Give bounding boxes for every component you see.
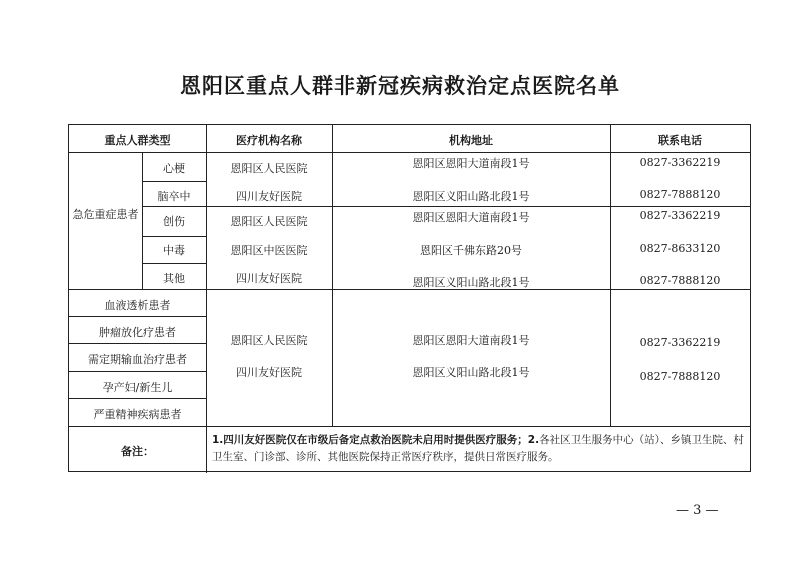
hospital-address: 恩阳区义阳山路北段1号 xyxy=(412,276,530,289)
other-group-label: 肿瘤放化疗患者 xyxy=(99,326,176,339)
hospital-address: 恩阳区恩阳大道南段1号 xyxy=(412,334,530,347)
hospital-name: 恩阳区人民医院 xyxy=(230,334,308,347)
hospital-name: 四川友好医院 xyxy=(236,190,302,203)
other-group-label: 严重精神疾病患者 xyxy=(93,408,182,421)
hospital-name: 四川友好医院 xyxy=(236,272,302,285)
hospital-name: 恩阳区中医医院 xyxy=(230,244,308,257)
contact-phone: 0827-3362219 xyxy=(639,209,721,222)
sub-type-row: 心梗 xyxy=(163,162,185,175)
hospital-address: 恩阳区义阳山路北段1号 xyxy=(412,366,530,379)
hospital-address: 恩阳区恩阳大道南段1号 xyxy=(412,211,530,224)
hospital-name: 恩阳区人民医院 xyxy=(230,162,308,175)
remarks-label: 备注： xyxy=(121,445,154,458)
header-phone: 联系电话 xyxy=(658,134,702,147)
page-title: 恩阳区重点人群非新冠疾病救治定点医院名单 xyxy=(180,74,620,98)
contact-phone: 0827-7888120 xyxy=(639,370,721,383)
sub-type-row: 脑卒中 xyxy=(157,190,191,203)
sub-type-row: 创伤 xyxy=(163,215,185,228)
contact-phone: 0827-8633120 xyxy=(639,242,721,255)
sub-type-row: 中毒 xyxy=(163,244,185,257)
remarks-number: 2. xyxy=(527,434,540,446)
other-group-label: 需定期输血治疗患者 xyxy=(88,353,187,366)
header-hospital: 医疗机构名称 xyxy=(236,134,302,147)
header-category: 重点人群类型 xyxy=(104,134,171,147)
header-address: 机构地址 xyxy=(449,134,493,147)
hospital-address: 恩阳区恩阳大道南段1号 xyxy=(412,157,530,170)
contact-phone: 0827-3362219 xyxy=(639,156,721,169)
other-group-label: 血液透析患者 xyxy=(104,299,171,312)
remarks-text xyxy=(212,432,745,466)
critical-group-label: 急危重症患者 xyxy=(72,208,139,221)
remarks-body: 各社区卫生服务中心（站）、乡镇卫生院、村卫生室、门诊部、诊所、其他医院保持正常医疗秩序，提供日常医疗服务。 xyxy=(212,434,744,463)
hospital-name: 恩阳区人民医院 xyxy=(230,215,308,228)
hospital-address: 恩阳区千佛东路20号 xyxy=(420,244,522,257)
contact-phone: 0827-7888120 xyxy=(639,188,721,201)
remarks-emphasis: 1.四川友好医院仅在市级后备定点救治医院未启用时提供医疗服务； xyxy=(212,434,528,446)
contact-phone: 0827-3362219 xyxy=(639,336,721,349)
hospital-address: 恩阳区义阳山路北段1号 xyxy=(412,190,530,203)
page-number: — 3 — xyxy=(676,503,719,518)
other-group-label: 孕产妇/新生儿 xyxy=(102,381,173,394)
hospital-table xyxy=(68,124,751,472)
sub-type-row: 其他 xyxy=(163,272,185,285)
hospital-name: 四川友好医院 xyxy=(236,366,302,379)
contact-phone: 0827-7888120 xyxy=(639,274,721,287)
